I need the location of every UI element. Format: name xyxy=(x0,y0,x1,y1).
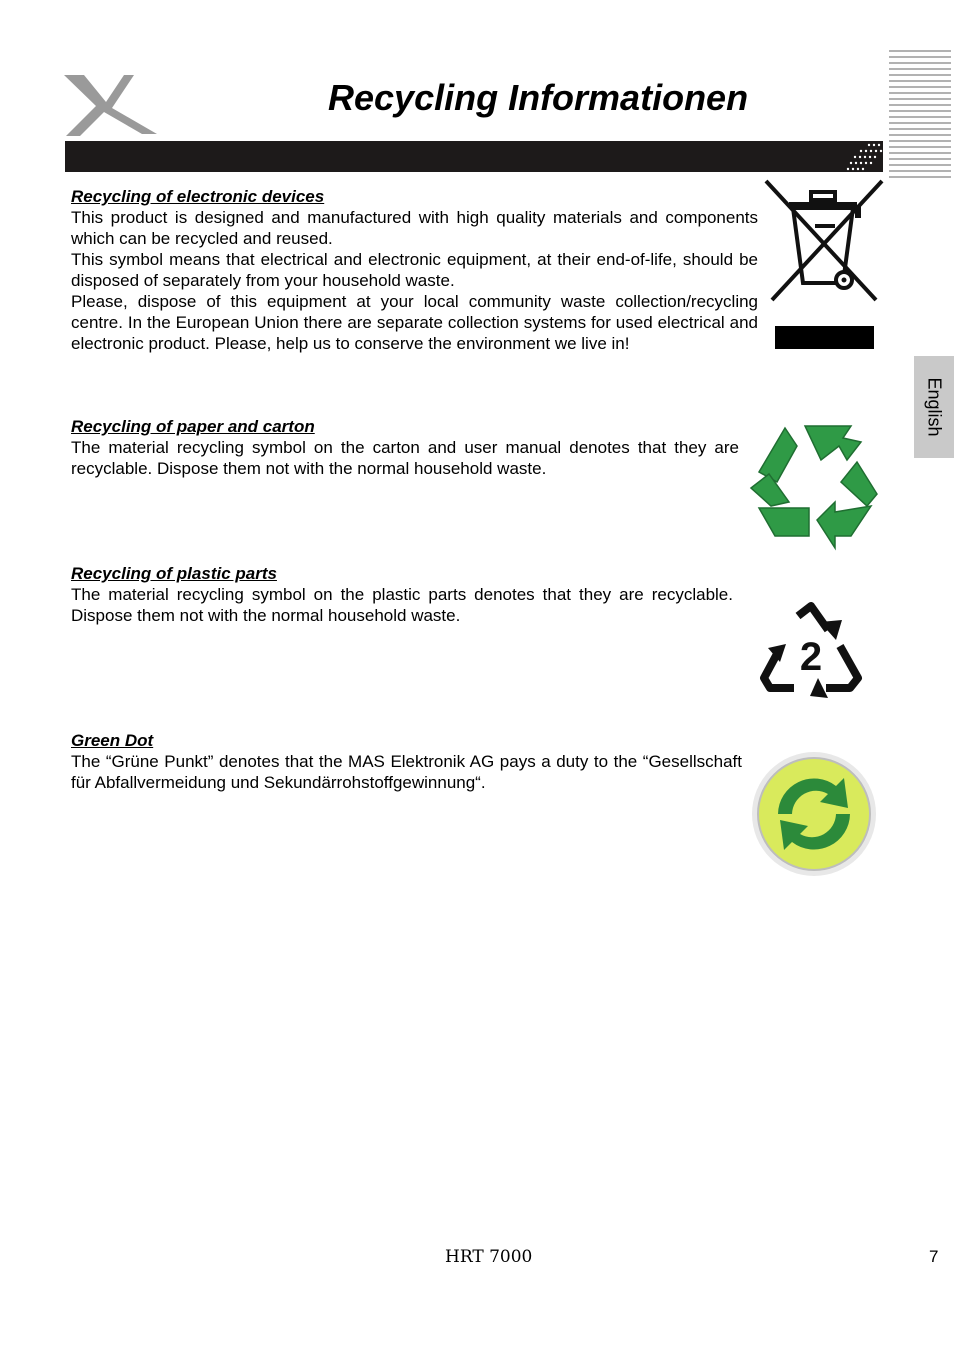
section-paragraph: The “Grüne Punkt” denotes that the MAS Elektronik AG pays a duty to the “Gesellschaft für Abfallvermeidung und Sekundärrohstoffgewinnung“. xyxy=(71,752,742,792)
plastic-code-number: 2 xyxy=(799,635,823,679)
decorative-stripes xyxy=(889,50,951,178)
bin-underline-bar xyxy=(775,326,874,349)
crossed-out-wheelie-bin-icon xyxy=(763,178,885,304)
section-plastic-parts xyxy=(71,563,733,626)
section-paragraph: The material recycling symbol on the plastic parts denotes that they are recyclable. Dispose them not with the normal household waste. xyxy=(71,585,733,625)
title-bar xyxy=(65,141,883,172)
section-green-dot xyxy=(71,730,742,793)
section-heading: Recycling of electronic devices xyxy=(71,187,325,206)
section-paragraph: This product is designed and manufactured with high quality materials and components which can be recycled and reused. xyxy=(71,208,758,248)
section-paper-carton xyxy=(71,416,739,479)
recycling-arrows-icon xyxy=(747,422,879,552)
section-heading: Recycling of paper and carton xyxy=(71,417,315,436)
section-paragraph: The material recycling symbol on the carton and user manual denotes that they are recyclable. Dispose them not with the normal household waste. xyxy=(71,438,739,478)
x-logo-icon xyxy=(62,70,162,140)
page-title: Recycling Informationen xyxy=(328,77,749,118)
plastic-recycling-code-icon xyxy=(758,600,864,702)
section-heading: Green Dot xyxy=(71,731,154,750)
footer-model: HRT 7000 xyxy=(445,1247,533,1267)
section-heading: Recycling of plastic parts xyxy=(71,564,277,583)
section-paragraph: This symbol means that electrical and electronic equipment, at their end-of-life, should be disposed of separately from your household waste. xyxy=(71,250,758,290)
language-label: English xyxy=(924,377,945,437)
page-number: 7 xyxy=(929,1247,939,1266)
language-tab xyxy=(914,356,954,458)
dot-pattern xyxy=(843,141,883,172)
green-dot-icon xyxy=(748,750,880,878)
section-paragraph: Please, dispose of this equipment at your local community waste collection/recycling centre. In the European Union there are separate collection systems for used electrical and electronic product. Please, help us to conserve the environment we live in! xyxy=(71,292,758,353)
section-electronic-devices xyxy=(71,186,758,354)
